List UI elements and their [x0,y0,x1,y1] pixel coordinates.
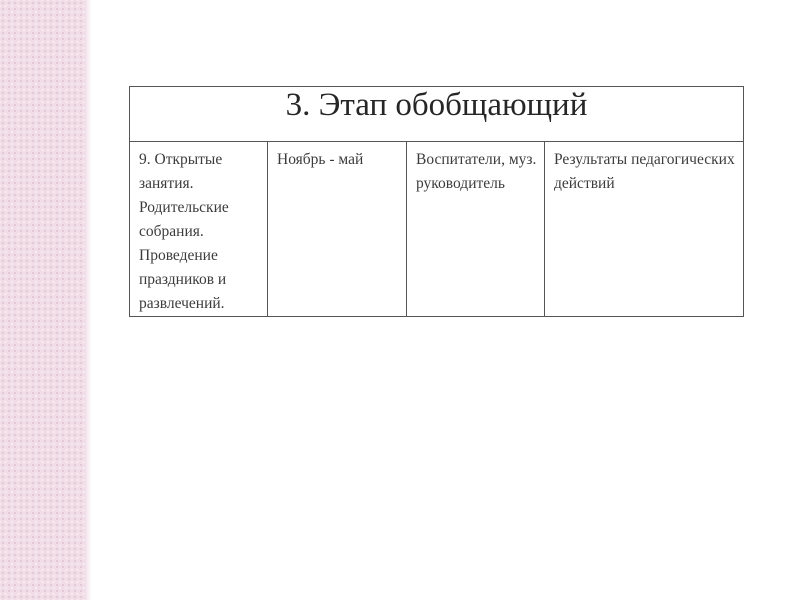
side-band-edge [86,0,92,600]
period-cell: Ноябрь - май [268,142,407,317]
responsible-cell: Воспитатели, муз. руководитель [407,142,545,317]
table-title: 3. Этап обобщающий [130,87,744,142]
decorative-side-band [0,0,86,600]
result-cell: Результаты педагогических действий [545,142,744,317]
activities-cell: 9. Открытые занятия. Родительские собрания. Проведение праздников и развлечений. [130,142,268,317]
table-title-row [130,87,744,142]
stage-table [129,86,744,317]
table-row [130,142,744,317]
